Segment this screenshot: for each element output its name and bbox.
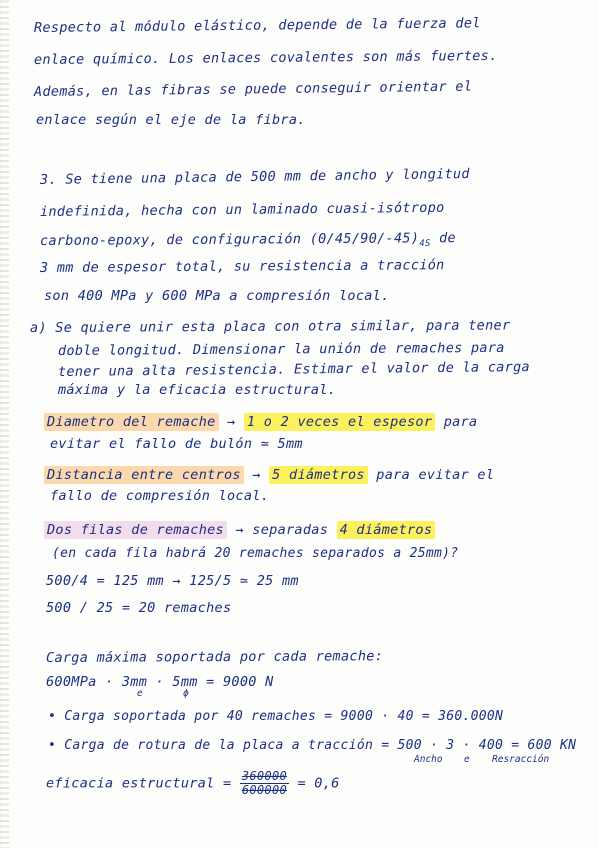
efficiency-denominator: 600000 (241, 783, 288, 797)
part-a-line-3: tener una alta resistencia. Estimar el valor de la carga (57, 359, 531, 380)
rows-line-1 (44, 522, 435, 538)
problem-line-3 (40, 230, 456, 252)
part-a-line-2: doble longitud. Dimensionar la unión de remaches para (57, 339, 505, 359)
problem-line-4: 3 mm de espesor total, su resistencia a tracción (39, 257, 445, 276)
diameter-line-2: evitar el fallo de bulón ≃ 5mm (50, 436, 303, 452)
arrow-icon: → (252, 467, 261, 483)
intro-line-1: Respecto al módulo elástico, depende de la fuerza del (33, 15, 481, 36)
intro-line-3: Además, en las fibras se puede conseguir orientar el (33, 78, 473, 100)
load-bullet-1: • Carga soportada por 40 remaches = 9000 · 40 = 360.000N (48, 709, 504, 724)
spacing-line-2: fallo de compresión local. (50, 488, 270, 504)
bullet2-sub-e: e (464, 754, 470, 765)
diameter-tail: para (435, 414, 478, 430)
intro-line-4: enlace según el eje de la fibra. (36, 112, 306, 128)
rows-value: 4 diámetros (337, 521, 436, 539)
formula-subscript-e: e (137, 688, 143, 699)
efficiency-label: eficacia estructural = (46, 775, 232, 792)
load-heading: Carga máxima soportada por cada remache: (45, 648, 384, 666)
problem-line-3-text: carbono-epoxy, de configuración (0/45/90/-45) (39, 230, 420, 249)
problem-line-1: 3. Se tiene una placa de 500 mm de ancho y longitud (39, 165, 470, 188)
config-subscript: 4S (419, 238, 431, 250)
problem-line-2: indefinida, hecha con un laminado cuasi-isótropo (39, 199, 445, 220)
efficiency-result: = 0,6 (297, 775, 340, 792)
load-bullet-2: • Carga de rotura de la placa a tracción = 500 · 3 · 400 = 600 KN (48, 738, 577, 753)
spacing-line-1 (44, 467, 494, 483)
part-a-line-1: a) Se quiere unir esta placa con otra similar, para tener (29, 317, 511, 336)
bullet2-sub-ancho: Ancho (414, 754, 443, 765)
rows-line-2: (en cada fila habrá 20 remaches separados a 25mm)? (52, 546, 459, 561)
spacing-value: 5 diámetros (269, 466, 368, 484)
problem-line-5: son 400 MPa y 600 MPa a compresión local. (44, 288, 390, 304)
torn-page-edge (0, 0, 9, 848)
diameter-line-1 (44, 414, 477, 430)
efficiency-numerator: 360000 (241, 769, 288, 783)
bullet2-sub-resistance: Resracción (492, 754, 550, 765)
spacing-tail: para evitar el (367, 467, 495, 483)
spacing-calculation: 500/4 = 125 mm → 125/5 ≃ 25 mm (46, 573, 299, 589)
intro-line-2: enlace químico. Los enlaces covalentes son más fuertes. (33, 47, 498, 68)
rows-label: Dos filas de remaches (44, 521, 227, 539)
arrow-icon: → (227, 414, 236, 430)
rivet-count-calculation: 500 / 25 = 20 remaches (46, 600, 232, 616)
efficiency-fraction (240, 770, 289, 797)
rows-text: separadas (243, 522, 337, 538)
diameter-label: Diametro del remache (44, 413, 219, 431)
load-formula: 600MPa · 3mm · 5mm = 9000 N (46, 674, 274, 690)
diameter-value: 1 o 2 veces el espesor (244, 413, 435, 431)
spacing-label: Distancia entre centros (44, 466, 244, 484)
problem-line-3-tail: de (430, 230, 457, 247)
formula-subscript-phi: ϕ (183, 688, 189, 699)
arrow-icon: → (235, 522, 244, 538)
part-a-line-4: máxima y la eficacia estructural. (58, 382, 337, 398)
efficiency-line (46, 770, 340, 797)
